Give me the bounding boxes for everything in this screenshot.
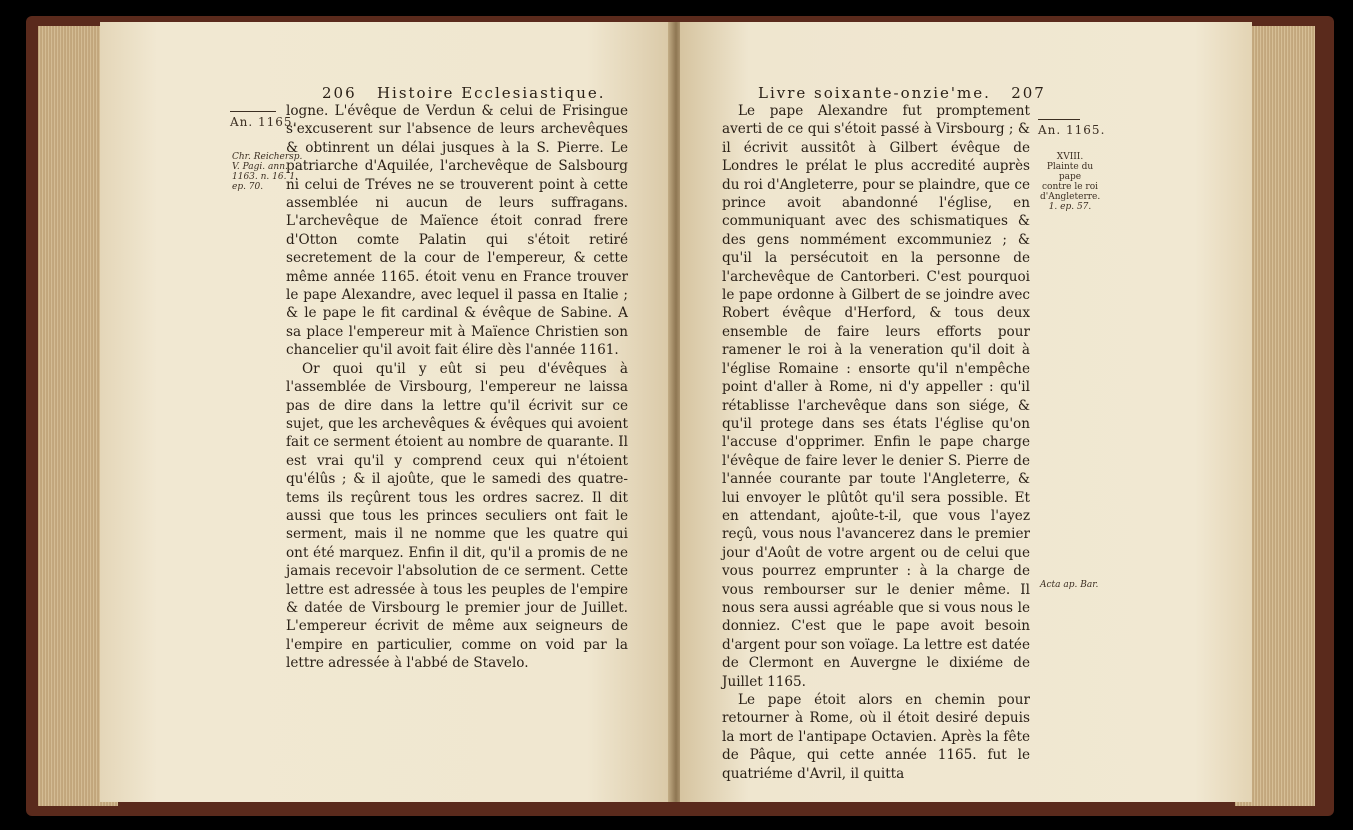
left-running-head: Histoire Ecclesiastique.	[376, 84, 606, 102]
right-margin-note: XVIII. Plainte du pape contre le roi d'Angleterre. 1. ep. 57.	[1040, 152, 1101, 212]
left-text-column	[286, 102, 628, 673]
left-page	[100, 22, 673, 802]
paragraph: Le pape étoit alors en chemin pour retourner à Rome, où il étoit desiré depuis la mort de l'antipape Octavien. Après la fête de Pâque, qui cette année 1165. fut le quatriéme d'Avril, il quitta	[722, 692, 1030, 782]
left-margin-year: An. 1165.	[230, 115, 298, 129]
paragraph: logne. L'évêque de Verdun & celui de Frisingue s'excuserent sur l'absence de leurs archevêques & obtinrent un délai jusques à la S. Pierre. Le patriarche d'Aquilée, l'archevêque de Salsbourg ni celui de Tréves ne se trouverent point à cette assemblée ni aucun de leurs suffragans. L'archevêque de Maïence étoit conrad frere d'Otton comte Palatin qui s'étoit retiré secretement de la cour de l'empereur, & cette même année 1165. étoit venu en France trouver le pape Alexandre, avec lequel il passa en Italie ; & le pape le fit cardinal & évêque de Sabine. A sa place l'empereur mit à Maïence Christien son chancelier qu'il avoit fait élire dès l'année 1161.	[286, 103, 628, 359]
right-running-head: Livre soixante-onzie'me.	[758, 84, 991, 102]
margin-rule	[230, 111, 276, 112]
paragraph: Or quoi qu'il y eût si peu d'évêques à l'assemblée de Virsbourg, l'empereur ne laissa pas de dire dans la lettre qu'il écrivit sur ce sujet, que les archevêques & évêques qui avoient fait ce serment étoient au nombre de quarante. Il est vrai qu'il y comprend ceux qui n'étoient qu'élûs ; & il ajoûte, que le samedi des quatre-tems ils reçûrent tous les ordres sacrez. Il dit aussi que tous les princes seculiers ont fait le serment, mais il ne nomme que les quatre qui ont été marquez. Enfin il dit, qu'il a promis de ne jamais recevoir l'absolution de ce serment. Cette lettre est adressée à tous les peuples de l'empire & datée de Virsbourg le premier jour de Juillet. L'empereur écrivit de même aux seigneurs de l'empire en particulier, comme on void par la lettre adressée à l'abbé de Stavelo.	[286, 360, 628, 672]
margin-rule	[1038, 119, 1080, 120]
left-margin-note: Chr. Reichersp. V. Pagi. ann. 1163. n. 16. 1. ep. 70.	[232, 152, 303, 192]
right-margin-note-2: Acta ap. Bar.	[1040, 580, 1099, 590]
right-margin-year: An. 1165.	[1038, 123, 1106, 137]
paragraph: Le pape Alexandre fut promptement averti de ce qui s'étoit passé à Virsbourg ; & il écrivit aussitôt à Gilbert évêque de Londres le prélat le plus accredité auprès du roi d'Angleterre, pour se plaindre, que ce prince avoit abandonné l'église, en communiquant avec des schismatiques & des gens nommément excommuniez ; & qu'il la persécutoit en la personne de l'archevêque de Cantorberi. C'est pourquoi le pape ordonne à Gilbert de se joindre avec Robert évêque d'Herford, & tous deux ensemble de faire leurs efforts pour ramener le roi à la veneration qu'il doit à l'église Romaine : ensorte qu'il n'empêche point d'aller à Rome, ni d'y appeller : qu'il rétablisse l'archevêque dans son siége, & qu'il protege dans ses états l'église qu'on l'accuse d'opprimer. Enfin le pape charge l'évêque de faire lever le denier S. Pierre de l'année courante par toute l'Angleterre, & lui envoyer le plûtôt qu'il sera possible. Et en attendant, ajoûte-t-il, que vous l'ayez reçû, vous nous l'avancerez dans le premier jour d'Août de votre argent ou de celui que vous pourrez emprunter : à la charge de vous rembourser sur le denier même. Il nous sera aussi agréable que si vous nous le donniez. C'est que le pape avoit besoin d'argent pour son voïage. La lettre est datée de Clermont en Auvergne le dixiéme de Juillet 1165.	[722, 103, 1030, 690]
right-page-number: 207	[1011, 84, 1046, 102]
left-page-number: 206	[322, 84, 357, 102]
right-text-column	[722, 102, 1030, 783]
left-page-header	[322, 84, 606, 102]
right-page	[680, 22, 1252, 802]
right-page-header	[758, 84, 1046, 102]
